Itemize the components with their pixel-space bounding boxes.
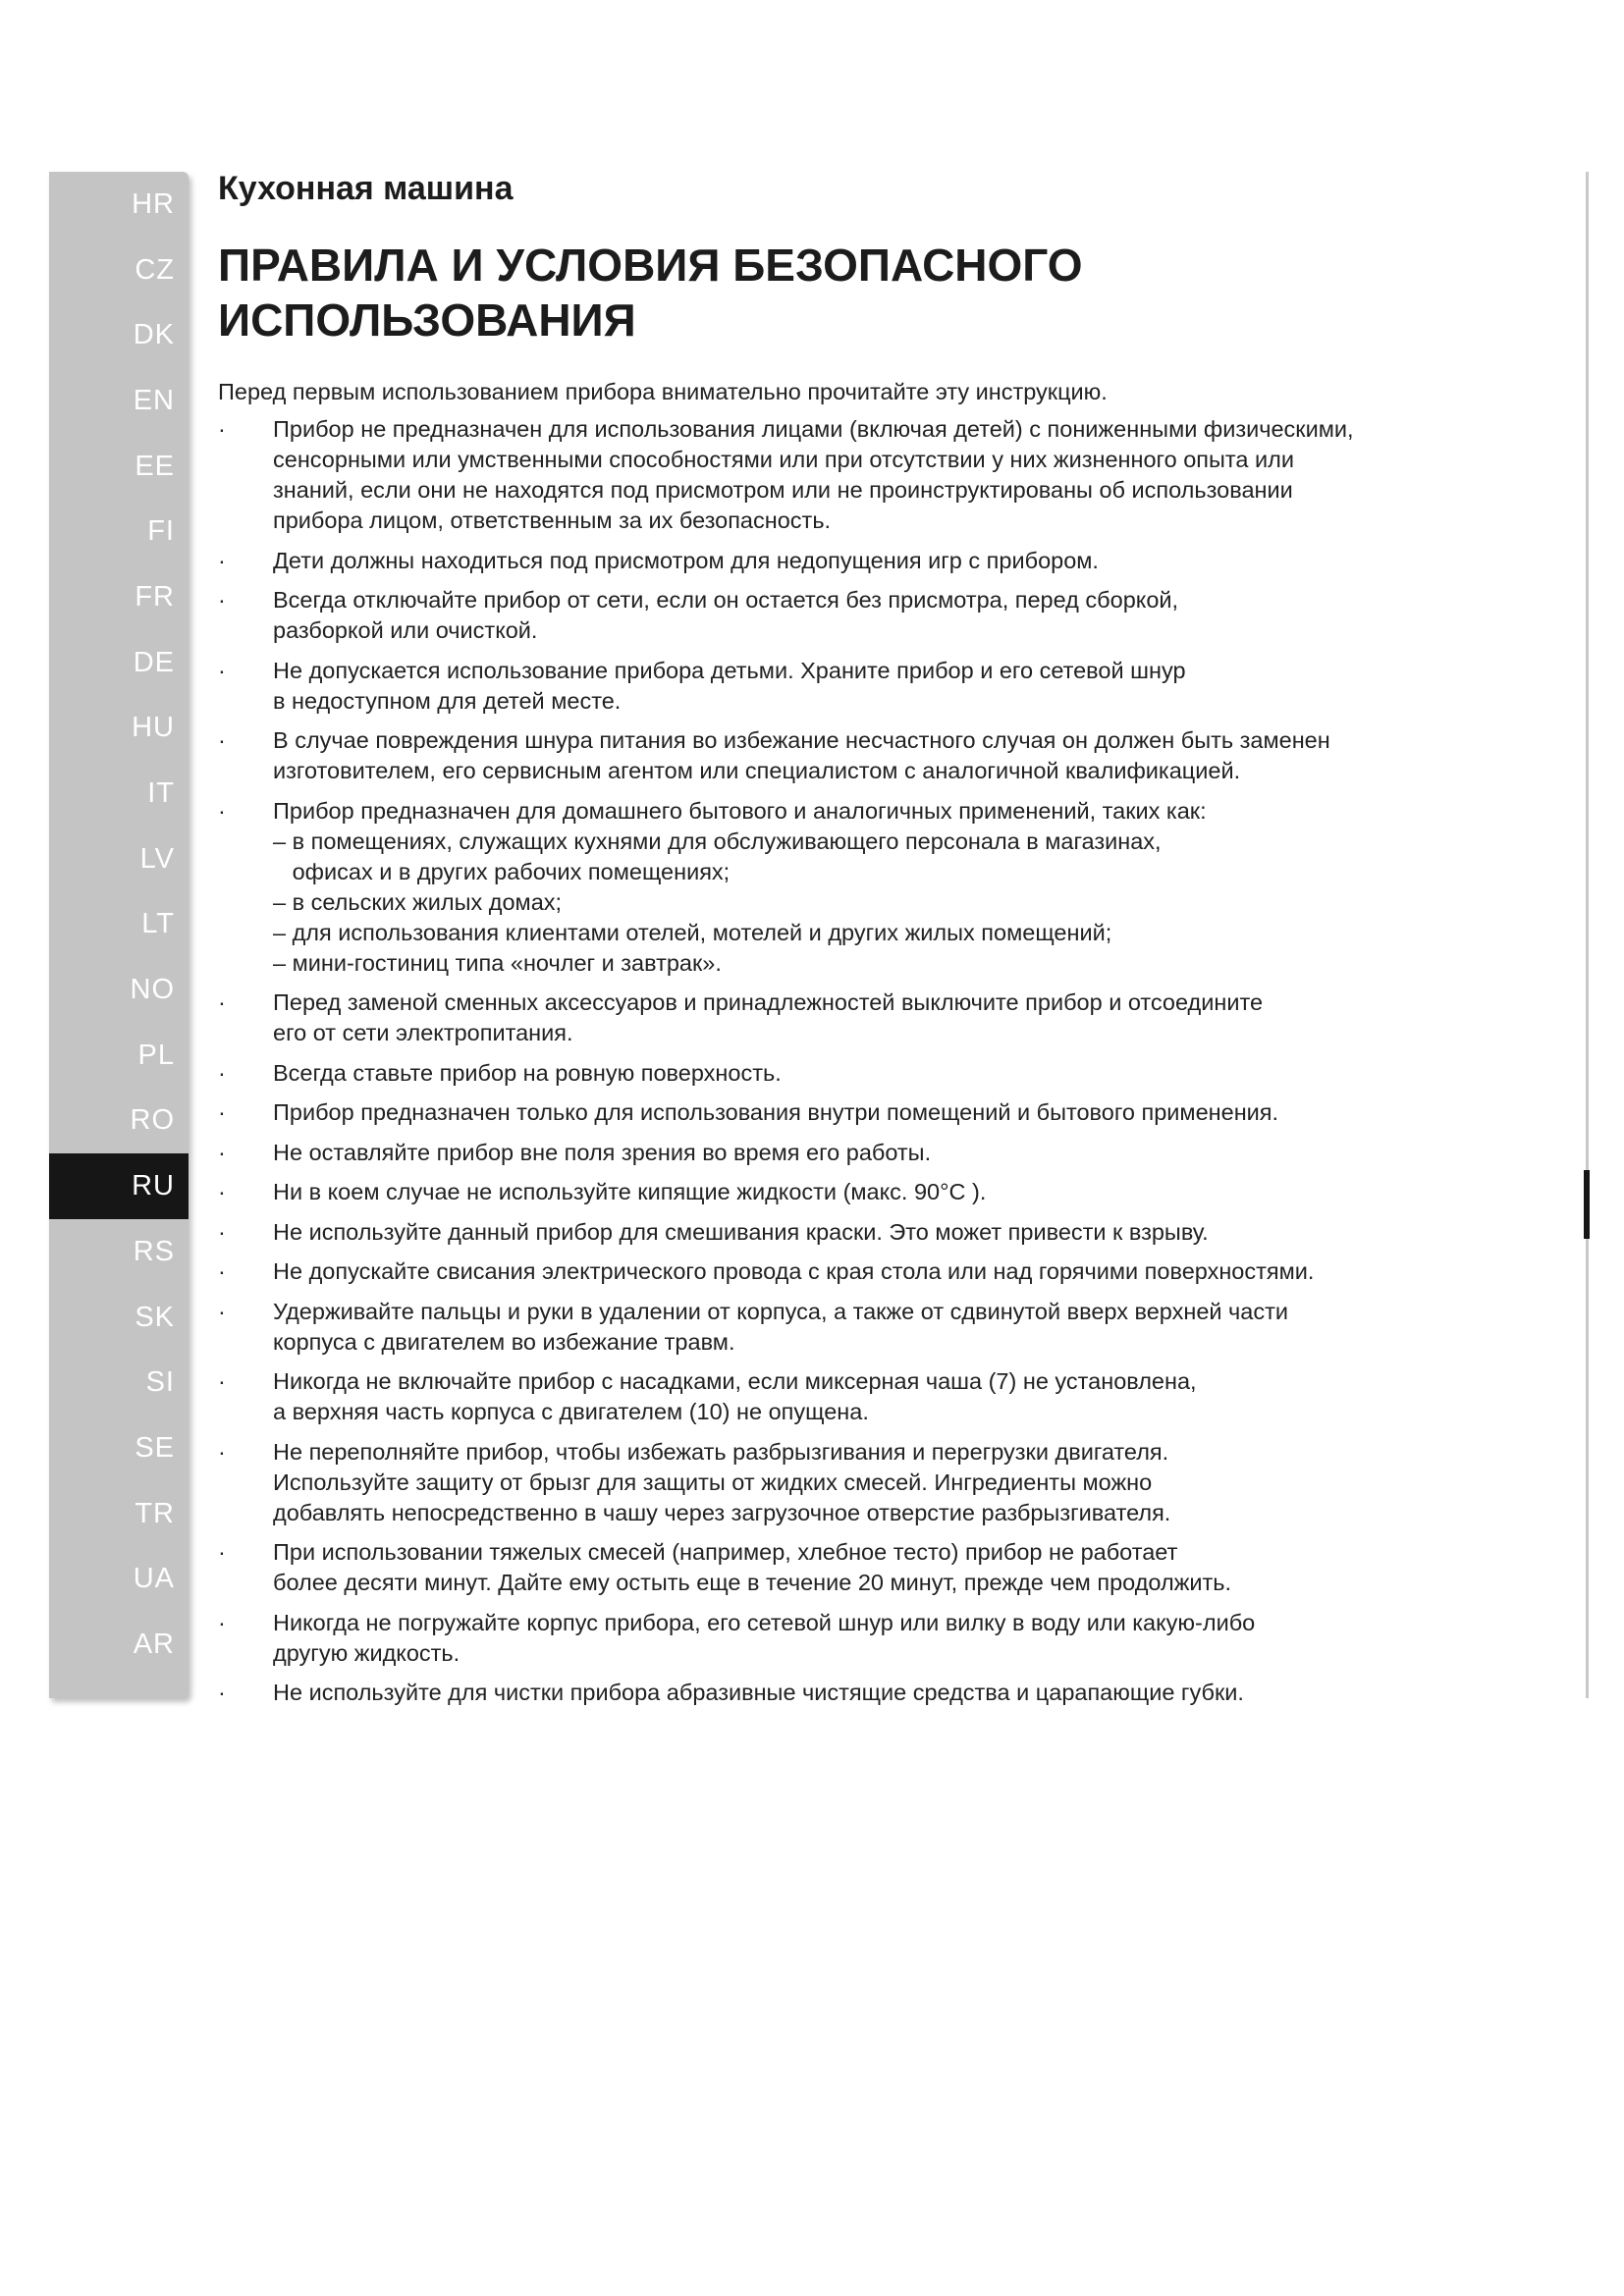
safety-rule-subitem: – в помещениях, служащих кухнями для обслуживающего персонала в магазинах,: [273, 828, 1162, 854]
bullet-mark: ·: [218, 1438, 226, 1465]
safety-rule-text-line: а верхняя часть корпуса с двигателем (10) не опущена.: [273, 1399, 869, 1424]
right-edge-section-marker: [1584, 1170, 1590, 1239]
bullet-mark: ·: [218, 1609, 226, 1635]
safety-rules-list: [218, 414, 1573, 1708]
safety-rule-text-line: Не оставляйте прибор вне поля зрения во время его работы.: [273, 1139, 932, 1165]
safety-rule-text-line: Прибор не предназначен для использования лицами (включая детей) с пониженными физическими,: [273, 416, 1354, 442]
safety-rule-text-line: изготовителем, его сервисным агентом или специалистом с аналогичной квалификацией.: [273, 758, 1241, 783]
safety-rule-text-line: сенсорными или умственными способностями или при отсутствии у них жизненного опыта или: [273, 447, 1294, 472]
safety-rule-item: [218, 1366, 1573, 1427]
safety-rule-item: [218, 1177, 1573, 1207]
safety-rule-text-line: в недоступном для детей месте.: [273, 687, 622, 714]
safety-rule-text-line: Не переполняйте прибор, чтобы избежать разбрызгивания и перегрузки двигателя.: [273, 1438, 1169, 1465]
safety-rule-item: [218, 796, 1573, 979]
bullet-mark: ·: [218, 587, 226, 613]
language-tab-de[interactable]: DE: [133, 646, 175, 678]
safety-heading: [218, 238, 1573, 347]
safety-rule-text-line: добавлять непосредственно в чашу через загрузочное отверстие разбрызгивателя.: [273, 1499, 1171, 1525]
safety-rule-item: [218, 1138, 1573, 1168]
bullet-mark: ·: [218, 1539, 226, 1565]
language-tab-si[interactable]: SI: [145, 1366, 175, 1399]
safety-rule-item: [218, 1678, 1573, 1708]
safety-rule-text-line: При использовании тяжелых смесей (например, хлебное тесто) прибор не работает: [273, 1539, 1178, 1565]
safety-rule-text-line: Прибор предназначен для домашнего бытового и аналогичных применений, таких как:: [273, 797, 1207, 824]
bullet-mark: ·: [218, 1680, 226, 1705]
intro-text: Перед первым использованием прибора внимательно прочитайте эту инструкцию.: [218, 379, 1108, 404]
safety-rule-item: [218, 1217, 1573, 1248]
safety-rule-item: [218, 1537, 1573, 1598]
bullet-mark: ·: [218, 1258, 226, 1284]
safety-rule-subitem: – для использования клиентами отелей, мотелей и других жилых помещений;: [273, 919, 1112, 945]
safety-rule-subitem: – в сельских жилых домах;: [273, 888, 563, 915]
language-tab-sk[interactable]: SK: [135, 1301, 175, 1333]
safety-rule-text-line: Не используйте данный прибор для смешивания краски. Это может привести к взрыву.: [273, 1218, 1209, 1245]
safety-rule-item: [218, 1297, 1573, 1358]
safety-rule-text-line: его от сети электропитания.: [273, 1020, 573, 1045]
bullet-mark: ·: [218, 1298, 226, 1324]
bullet-mark: ·: [218, 797, 226, 824]
safety-rule-item: [218, 585, 1573, 646]
language-tab-ro[interactable]: RO: [130, 1104, 175, 1137]
bullet-mark: ·: [218, 727, 226, 753]
language-tab-hr[interactable]: HR: [132, 187, 175, 220]
safety-rule-item: [218, 546, 1573, 576]
safety-rule-text-line: Никогда не включайте прибор с насадками, если миксерная чаша (7) не установлена,: [273, 1368, 1197, 1394]
safety-rule-text-line: Не используйте для чистки прибора абразивные чистящие средства и царапающие губки.: [273, 1680, 1244, 1705]
bullet-mark: ·: [218, 416, 226, 442]
safety-rule-item: [218, 1437, 1573, 1528]
language-tab-tr[interactable]: TR: [135, 1497, 175, 1529]
safety-rule-text-line: Всегда ставьте прибор на ровную поверхность.: [273, 1059, 782, 1086]
bullet-mark: ·: [218, 547, 226, 573]
safety-rule-item: [218, 656, 1573, 717]
safety-rule-item: [218, 1058, 1573, 1089]
language-tab-ee[interactable]: EE: [135, 450, 175, 482]
language-tab-fr[interactable]: FR: [135, 580, 175, 613]
safety-rule-item: [218, 1097, 1573, 1128]
language-tab-it[interactable]: IT: [147, 777, 175, 810]
safety-heading-line-1: ПРАВИЛА И УСЛОВИЯ БЕЗОПАСНОГО: [218, 240, 1083, 291]
language-tab-pl[interactable]: PL: [137, 1039, 175, 1071]
bullet-mark: ·: [218, 1368, 226, 1394]
right-edge-rule: [1586, 172, 1589, 1698]
safety-rule-text-line: Не допускается использование прибора детьми. Храните прибор и его сетевой шнур: [273, 657, 1186, 683]
bullet-mark: ·: [218, 1179, 226, 1204]
language-tab-ar[interactable]: AR: [133, 1628, 175, 1660]
safety-rule-text-line: Прибор предназначен только для использования внутри помещений и бытового применения.: [273, 1099, 1279, 1125]
language-tab-se[interactable]: SE: [135, 1431, 175, 1464]
product-title: Кухонная машина: [218, 170, 514, 207]
safety-rule-text-line: корпуса с двигателем во избежание травм.: [273, 1328, 735, 1355]
language-tab-no[interactable]: NO: [130, 974, 175, 1006]
bullet-mark: ·: [218, 1099, 226, 1125]
safety-rule-text-line: более десяти минут. Дайте ему остыть еще в течение 20 минут, прежде чем продолжить.: [273, 1570, 1232, 1595]
safety-rule-subitem: – мини-гостиниц типа «ночлег и завтрак».: [273, 949, 722, 976]
safety-rule-text-line: Никогда не погружайте корпус прибора, его сетевой шнур или вилку в воду или какую-либо: [273, 1609, 1256, 1635]
bullet-mark: ·: [218, 989, 226, 1015]
language-tab-fi[interactable]: FI: [147, 515, 175, 548]
page-content: [218, 167, 1573, 1718]
language-tab-ua[interactable]: UA: [133, 1563, 175, 1595]
safety-rule-subitem: офисах и в других рабочих помещениях;: [273, 858, 731, 884]
safety-rule-text-line: Дети должны находиться под присмотром для недопущения игр с прибором.: [273, 547, 1099, 573]
safety-rule-text-line: Ни в коем случае не используйте кипящие жидкости (макс. 90°C ).: [273, 1179, 987, 1204]
safety-rule-text-line: Перед заменой сменных аксессуаров и принадлежностей выключите прибор и отсоедините: [273, 989, 1264, 1015]
bullet-mark: ·: [218, 1218, 226, 1245]
safety-rule-text-line: знаний, если они не находятся под присмотром или не проинструктированы об использовании: [273, 477, 1293, 503]
language-tab-ru[interactable]: RU: [49, 1153, 189, 1219]
safety-rule-item: [218, 1256, 1573, 1287]
bullet-mark: ·: [218, 657, 226, 683]
language-tab-en[interactable]: EN: [133, 384, 175, 416]
safety-rule-text-line: Всегда отключайте прибор от сети, если он остается без присмотра, перед сборкой,: [273, 587, 1179, 613]
language-tab-cz[interactable]: CZ: [135, 253, 175, 286]
bullet-mark: ·: [218, 1139, 226, 1165]
language-tab-lt[interactable]: LT: [141, 908, 175, 940]
safety-heading-line-2: ИСПОЛЬЗОВАНИЯ: [218, 294, 636, 346]
language-tab-sidebar: [49, 172, 189, 1698]
safety-rule-item: [218, 988, 1573, 1048]
safety-rule-item: [218, 414, 1573, 536]
language-tab-rs[interactable]: RS: [133, 1235, 175, 1267]
bullet-mark: ·: [218, 1059, 226, 1086]
safety-rule-text-line: Не допускайте свисания электрического провода с края стола или над горячими поверхностями.: [273, 1258, 1315, 1284]
safety-rule-text-line: В случае повреждения шнура питания во избежание несчастного случая он должен быть заменен: [273, 727, 1330, 753]
safety-rule-text-line: Используйте защиту от брызг для защиты от жидких смесей. Ингредиенты можно: [273, 1468, 1153, 1495]
safety-rule-text-line: разборкой или очисткой.: [273, 617, 538, 643]
language-tab-lv[interactable]: LV: [139, 842, 175, 875]
safety-rule-text-line: другую жидкость.: [273, 1639, 460, 1666]
safety-rule-text-line: Удерживайте пальцы и руки в удалении от корпуса, а также от сдвинутой вверх верхней части: [273, 1298, 1289, 1324]
language-tab-hu[interactable]: HU: [132, 712, 175, 744]
safety-rule-text-line: прибора лицом, ответственным за их безопасность.: [273, 507, 832, 533]
safety-rule-item: [218, 725, 1573, 786]
safety-rule-item: [218, 1608, 1573, 1669]
language-tab-dk[interactable]: DK: [133, 319, 175, 351]
